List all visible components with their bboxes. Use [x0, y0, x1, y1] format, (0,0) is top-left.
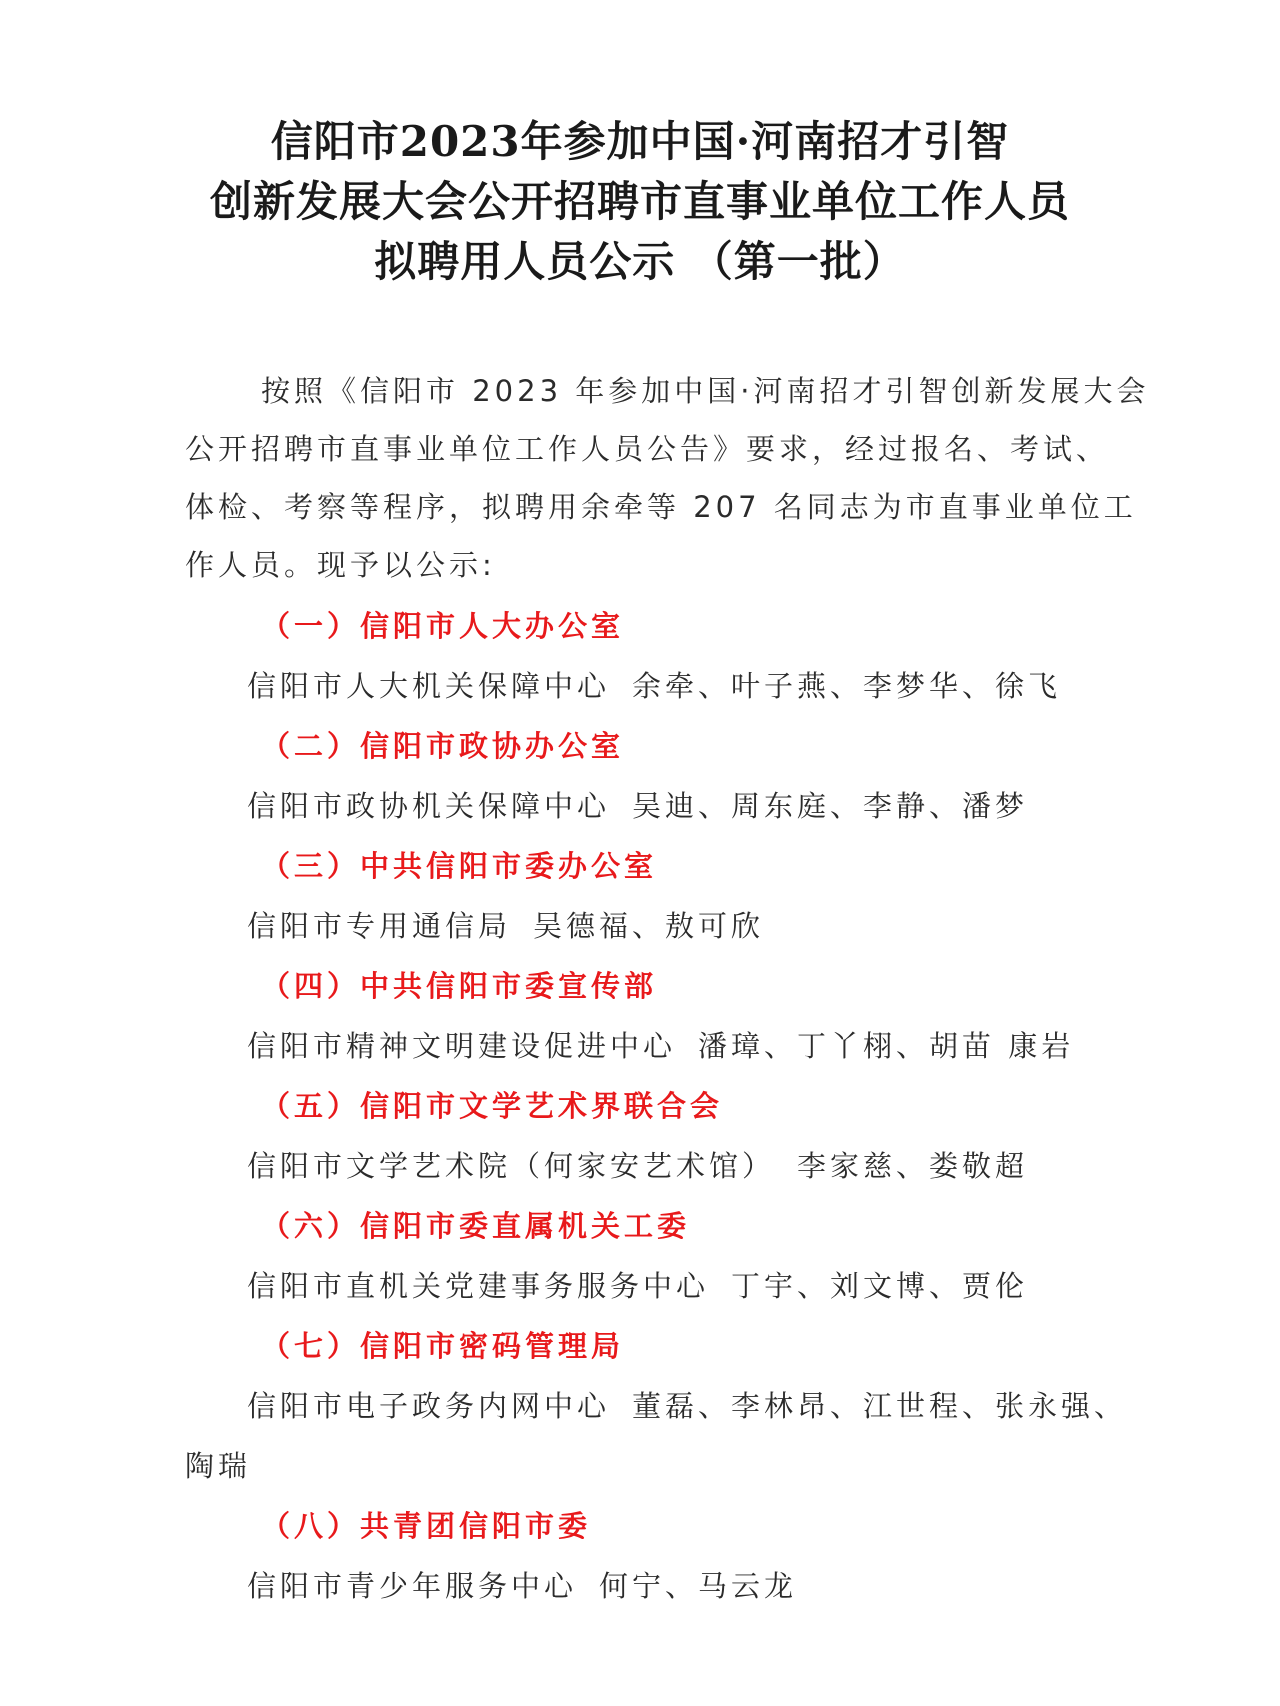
document-title [0, 112, 1280, 292]
intro-line-4: 作人员。现予以公示: [185, 548, 496, 582]
section-entry-continued [185, 1436, 1115, 1496]
intro-line-3: 体检、考察等程序，拟聘用余牵等 207 名同志为市直事业单位工 [185, 490, 1137, 524]
appointee-names: 余牵、叶子燕、李梦华、徐飞 [632, 669, 1062, 703]
unit-name: 信阳市政协机关保障中心 [247, 789, 611, 823]
section-entry [185, 1556, 1115, 1616]
unit-name: 信阳市青少年服务中心 [247, 1569, 578, 1603]
section-heading: （八）共青团信阳市委 [261, 1509, 592, 1543]
title-line-2: 创新发展大会公开招聘市直事业单位工作人员 [209, 177, 1070, 226]
title-line-3: 拟聘用人员公示 （第一批） [374, 237, 906, 286]
intro-line-1: 按照《信阳市 2023 年参加中国·河南招才引智创新发展大会 [261, 374, 1150, 408]
section-heading: （三）中共信阳市委办公室 [261, 849, 658, 883]
intro-paragraph [185, 362, 1150, 594]
appointee-names: 吴德福、敖可欣 [533, 909, 765, 943]
section-entry [185, 1256, 1115, 1316]
appointee-names: 董磊、李林昂、江世程、张永强、 [632, 1389, 1128, 1423]
section-heading: （七）信阳市密码管理局 [261, 1329, 625, 1363]
unit-name: 信阳市直机关党建事务服务中心 [247, 1269, 710, 1303]
section-entry [185, 896, 1115, 956]
section-entry [185, 1136, 1115, 1196]
section-entry [185, 776, 1115, 836]
section-entry [185, 1376, 1128, 1436]
section-heading: （六）信阳市委直属机关工委 [261, 1209, 691, 1243]
intro-line-2: 公开招聘市直事业单位工作人员公告》要求，经过报名、考试、 [185, 432, 1110, 466]
section-entry [185, 656, 1115, 716]
unit-name: 信阳市文学艺术院（何家安艺术馆） [247, 1149, 776, 1183]
title-line-1: 信阳市2023年参加中国·河南招才引智 [270, 117, 1010, 166]
section-list [185, 596, 1128, 1616]
section-entry [185, 1016, 1115, 1076]
appointee-names: 潘璋、丁丫栩、胡苗 康岩 [698, 1029, 1075, 1063]
section-heading: （五）信阳市文学艺术界联合会 [261, 1089, 724, 1123]
appointee-names: 何宁、马云龙 [599, 1569, 798, 1603]
unit-name: 信阳市精神文明建设促进中心 [247, 1029, 677, 1063]
appointee-names: 李家慈、娄敬超 [797, 1149, 1029, 1183]
appointee-names-continued: 陶瑞 [185, 1449, 252, 1483]
section-heading: （四）中共信阳市委宣传部 [261, 969, 658, 1003]
appointee-names: 丁宇、刘文博、贾伦 [731, 1269, 1029, 1303]
unit-name: 信阳市专用通信局 [247, 909, 512, 943]
section-heading: （一）信阳市人大办公室 [261, 609, 625, 643]
section-heading: （二）信阳市政协办公室 [261, 729, 625, 763]
unit-name: 信阳市人大机关保障中心 [247, 669, 611, 703]
appointee-names: 吴迪、周东庭、李静、潘梦 [632, 789, 1029, 823]
unit-name: 信阳市电子政务内网中心 [247, 1389, 611, 1423]
